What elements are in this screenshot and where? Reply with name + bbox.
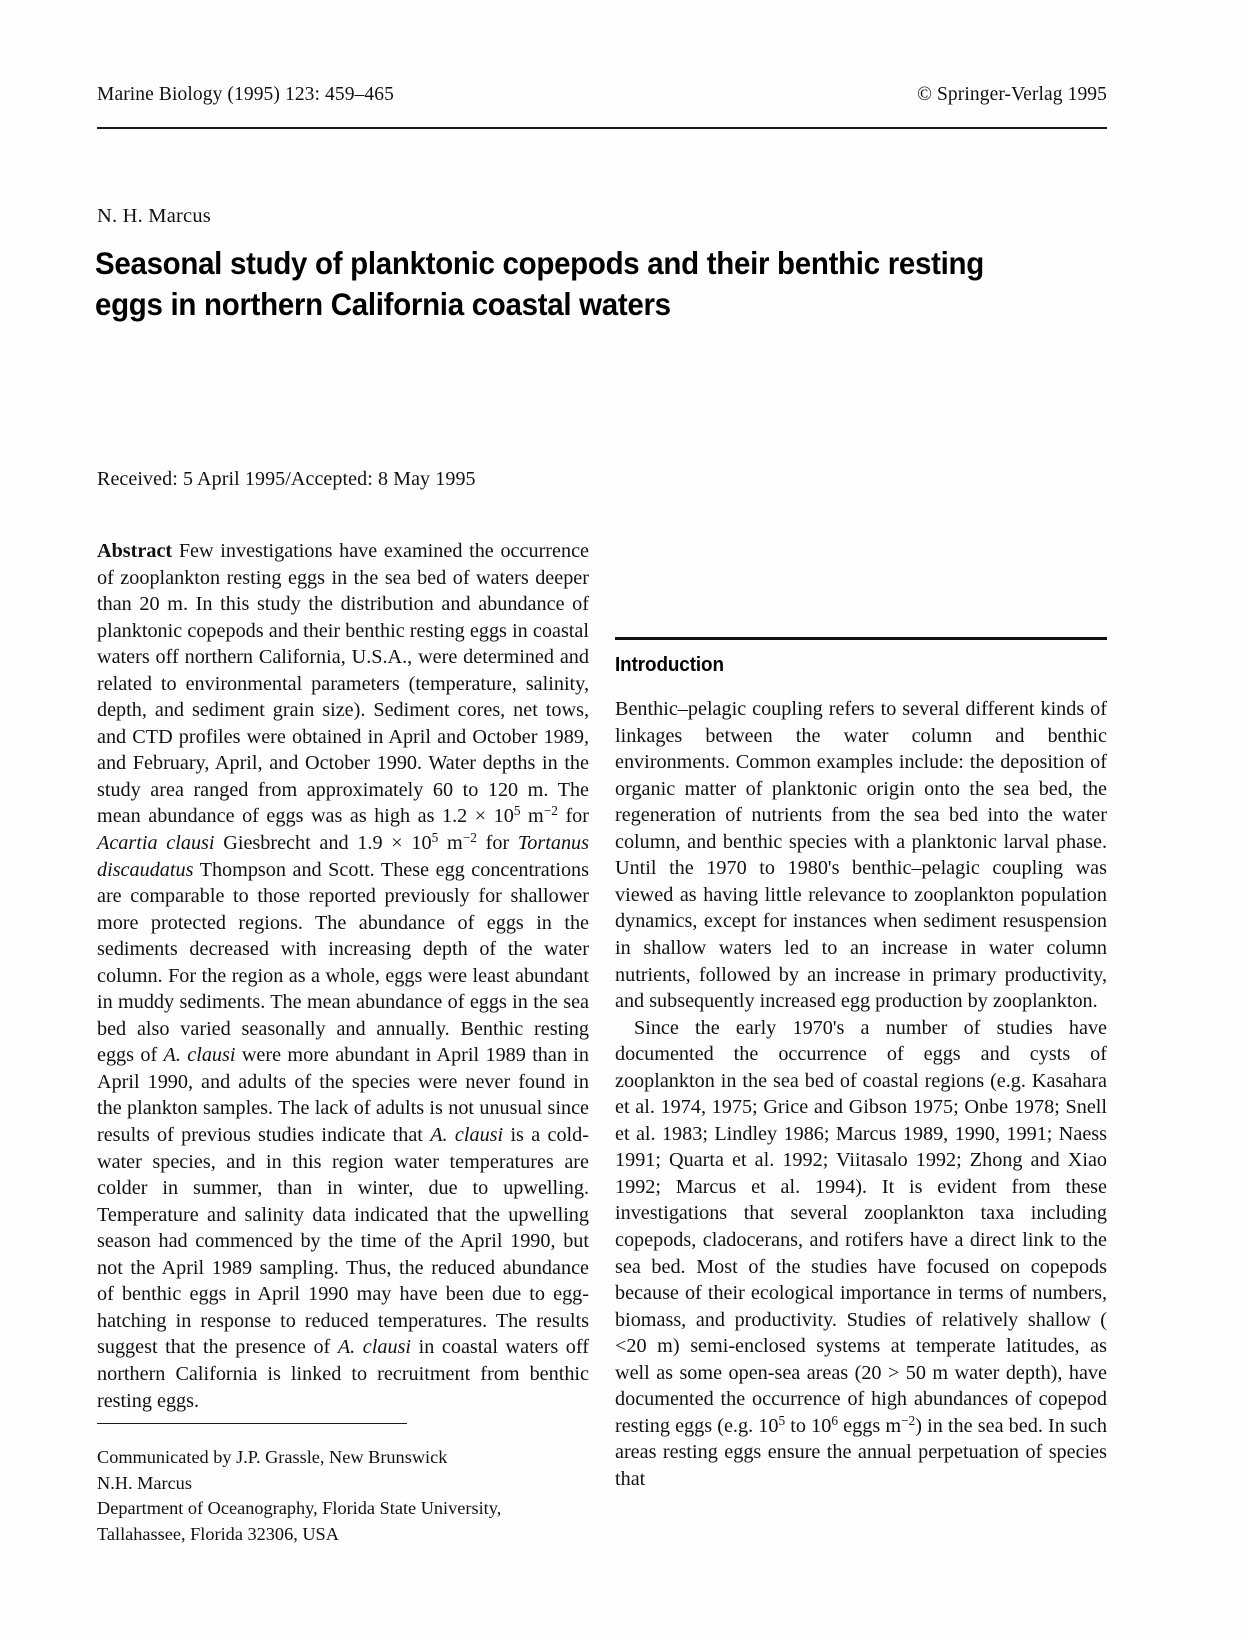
section-divider bbox=[615, 637, 1107, 640]
species-name-tortanus-discaudatus: Tortanus discaudatus bbox=[97, 832, 589, 881]
intro-p2-exp-a: 5 bbox=[778, 1412, 786, 1428]
footnote-communicated-by: Communicated by J.P. Grassle, New Brunswick bbox=[97, 1447, 448, 1467]
abstract-overflow-spacer bbox=[615, 538, 1107, 614]
footnote-affiliation-line-1: Department of Oceanography, Florida State University, bbox=[97, 1498, 502, 1519]
footnote-author: N.H. Marcus bbox=[97, 1472, 192, 1493]
abstract-exp-2: −2 bbox=[543, 803, 558, 819]
intro-p2-exp-c: −2 bbox=[901, 1412, 916, 1428]
abstract-exp-4: −2 bbox=[462, 830, 477, 846]
running-head bbox=[97, 84, 1107, 106]
abstract-text-1: Few investigations have examined the occurrence of zooplankton resting eggs in the sea bed of waters deeper than 20 m. In this study the distribution and abundance of planktonic copepods and their benthic resting eggs in coastal waters off northern California, U.S.A., were determined and related to environmental parameters (temperature, salinity, depth, and sediment grain size). Sediment cores, net tows, and CTD profiles were obtained in April and October 1989, and February, April, and October 1990. Water depths in the study area ranged from approximately 60 to 120 m. The mean abundance of eggs was as high as 1.2 × 10 bbox=[97, 540, 589, 828]
abstract-text-7: Thompson and Scott. These egg concentrations are comparable to those reported previously for shallower more protected regions. The abundance of eggs in the sediments decreased with increasing depth of the water column. For the region as a whole, eggs were least abundant in muddy sediments. The mean abundance of eggs in the sea bed also varied seasonally and annually. Benthic resting eggs of bbox=[97, 858, 589, 1067]
species-abbrev-3: A. clausi bbox=[337, 1336, 412, 1359]
journal-reference: Marine Biology (1995) 123: 459–465 bbox=[97, 84, 394, 105]
intro-p2-text-b: to 10 bbox=[785, 1414, 832, 1437]
abstract-text-6: for bbox=[476, 832, 518, 855]
header-divider bbox=[97, 127, 1107, 129]
abstract-exp-3: 5 bbox=[431, 830, 439, 846]
abstract-label: Abstract bbox=[97, 540, 173, 562]
footnote-affiliation-line-2: Tallahassee, Florida 32306, USA bbox=[97, 1523, 339, 1544]
footnote-divider bbox=[97, 1423, 407, 1424]
introduction-paragraph-1: Benthic–pelagic coupling refers to several different kinds of linkages between the water column and benthic environments. Common examples include: the deposition of organic matter of planktonic origin onto the sea bed, the regeneration of nutrients from the sea bed into the water column, and benthic species with a planktonic larval phase. Until the 1970 to 1980's benthic–pelagic coupling was viewed as having little relevance to zooplankton population dynamics, except for instances when sediment resuspension in shallow waters led to an increase in water column nutrients, followed by an increase in primary productivity, and subsequently increased egg production by zooplankton. bbox=[615, 698, 1107, 1013]
abstract-text-10: in coastal waters off northern California is linked to recruitment from benthic resting eggs. bbox=[97, 1336, 589, 1412]
introduction-paragraph-2 bbox=[615, 1015, 1107, 1493]
abstract-text-5: m bbox=[438, 832, 463, 855]
footnote-block bbox=[97, 1445, 589, 1547]
species-abbrev-2: A. clausi bbox=[430, 1124, 504, 1147]
right-column bbox=[615, 538, 1107, 1493]
section-heading-introduction: Introduction bbox=[615, 653, 724, 677]
author-name: N. H. Marcus bbox=[97, 205, 211, 227]
species-name-acartia-clausi: Acartia clausi bbox=[97, 832, 215, 855]
abstract-exp-1: 5 bbox=[513, 803, 521, 819]
page-title: Seasonal study of planktonic copepods and their benthic resting eggs in northern California coastal waters bbox=[95, 245, 984, 322]
intro-p2-text-c: eggs m bbox=[838, 1414, 902, 1437]
received-accepted-dates: Received: 5 April 1995/Accepted: 8 May 1995 bbox=[97, 468, 476, 490]
abstract-text-4: Giesbrecht and 1.9 × 10 bbox=[214, 832, 432, 855]
abstract-text-8: were more abundant in April 1989 than in April 1990, and adults of the species were never found in the plankton samples. The lack of adults is not unusual since results of previous studies indicate that bbox=[97, 1044, 590, 1147]
abstract-text-9: is a cold-water species, and in this region water temperatures are colder in summer, than in winter, due to upwelling. Temperature and salinity data indicated that the upwelling season had commenced by the time of the April 1990, but not the April 1989 sampling. Thus, the reduced abundance of benthic eggs in April 1990 may have been due to egg-hatching in response to reduced temperatures. The results suggest that the presence of bbox=[97, 1124, 589, 1359]
copyright-notice: © Springer-Verlag 1995 bbox=[917, 84, 1107, 105]
intro-p2-text-d: ) in the sea bed. In such areas resting eggs ensure the annual perpetuation of species that bbox=[615, 1414, 1107, 1490]
abstract-text-2: m bbox=[520, 805, 544, 828]
species-abbrev-1: A. clausi bbox=[163, 1044, 236, 1067]
abstract-paragraph bbox=[97, 538, 589, 1414]
intro-p2-exp-b: 6 bbox=[831, 1412, 839, 1428]
left-column bbox=[97, 538, 589, 1414]
intro-p2-text-a: Since the early 1970's a number of studies have documented the occurrence of eggs and cysts of zooplankton in the sea bed of coastal regions (e.g. Kasahara et al. 1974, 1975; Grice and Gibson 1975; Onbe 1978; Snell et al. 1983; Lindley 1986; Marcus 1989, 1990, 1991; Naess 1991; Quarta et al. 1992; Viitasalo 1992; Zhong and Xiao 1992; Marcus et al. 1994). It is evident from these investigations that several zooplankton taxa including copepods, cladocerans, and rotifers have a direct link to the sea bed. Most of the studies have focused on copepods because of their ecological importance in terms of numbers, biomass, and productivity. Studies of relatively shallow ( <20 m) semi-enclosed systems at temperate latitudes, as well as some open-sea areas (20 > 50 m water depth), have documented the occurrence of high abundances of copepod resting eggs (e.g. 10 bbox=[615, 1016, 1107, 1437]
abstract-text-3: for bbox=[557, 805, 590, 828]
